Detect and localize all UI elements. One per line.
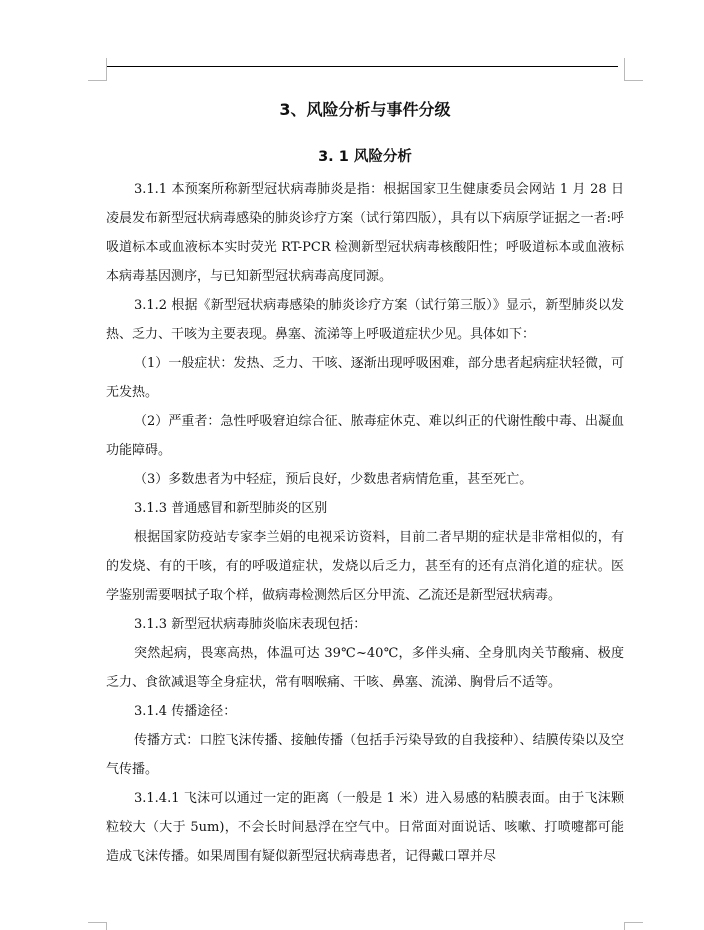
paragraph-clinical-manifestations: 突然起病，畏寒高热，体温可达 39℃~40℃，多伴头痛、全身肌肉关节酸痛、极度乏力、食欲减退等全身症状，常有咽喉痛、干咳、鼻塞、流涕、胸骨后不适等。 bbox=[106, 646, 624, 690]
document-body bbox=[106, 93, 624, 871]
subsection-heading: 3. 1 风险分析 bbox=[318, 149, 412, 165]
paragraph-transmission-modes: 传播方式：口腔飞沫传播、接触传播（包括手污染导致的自我接种）、结膜传染以及空气传播。 bbox=[106, 733, 624, 777]
paragraph-expert-interview: 根据国家防疫站专家李兰娟的电视采访资料，目前二者早期的症状是非常相似的，有的发烧、有的干咳，有的呼吸道症状，发烧以后乏力，甚至有的还有点消化道的症状。医学鉴别需要咽拭子取个样，做病毒检测然后区分甲流、乙流还是新型冠状病毒。 bbox=[106, 530, 624, 603]
paragraph-general-symptoms: （1）一般症状：发热、乏力、干咳、逐渐出现呼吸困难，部分患者起病症状轻微，可无发热。 bbox=[106, 356, 624, 400]
paragraph-3-1-3-heading: 3.1.3 普通感冒和新型肺炎的区别 bbox=[134, 501, 328, 516]
header-rule bbox=[106, 66, 618, 67]
paragraph-droplet-transmission: 3.1.4.1 飞沫可以通过一定的距离（一般是 1 米）进入易感的粘膜表面。由于飞沫颗粒较大（大于 5um)，不会长时间悬浮在空气中。日常面对面说话、咳嗽、打喷嚏都可能造成飞沫传播。如果周围有疑似新型冠状病毒患者，记得戴口罩并尽 bbox=[106, 791, 624, 864]
paragraph-prognosis: （3）多数患者为中轻症，预后良好，少数患者病情危重，甚至死亡。 bbox=[134, 472, 533, 487]
crop-mark-top-right bbox=[624, 58, 643, 81]
crop-mark-top-left bbox=[88, 58, 107, 81]
paragraph-3-1-2: 3.1.2 根据《新型冠状病毒感染的肺炎诊疗方案（试行第三版）》显示，新型肺炎以发热、乏力、干咳为主要表现。鼻塞、流涕等上呼吸道症状少见。具体如下： bbox=[106, 298, 624, 342]
section-heading: 3、风险分析与事件分级 bbox=[279, 100, 451, 119]
paragraph-3-1-1: 3.1.1 本预案所称新型冠状病毒肺炎是指：根据国家卫生健康委员会网站 1 月 28 日凌晨发布新型冠状病毒感染的肺炎诊疗方案（试行第四版），具有以下病原学证据之一者:呼吸道标本或血液标本实时荧光 RT-PCR 检测新型冠状病毒核酸阳性；呼吸道标本或血液标本病毒基因测序，与已知新型冠状病毒高度同源。 bbox=[106, 182, 624, 284]
paragraph-clinical-heading: 3.1.3 新型冠状病毒肺炎临床表现包括： bbox=[134, 617, 367, 632]
paragraph-severe-symptoms: （2）严重者：急性呼吸窘迫综合征、脓毒症休克、难以纠正的代谢性酸中毒、出凝血功能障碍。 bbox=[106, 414, 624, 458]
paragraph-3-1-4-heading: 3.1.4 传播途径： bbox=[134, 704, 237, 719]
